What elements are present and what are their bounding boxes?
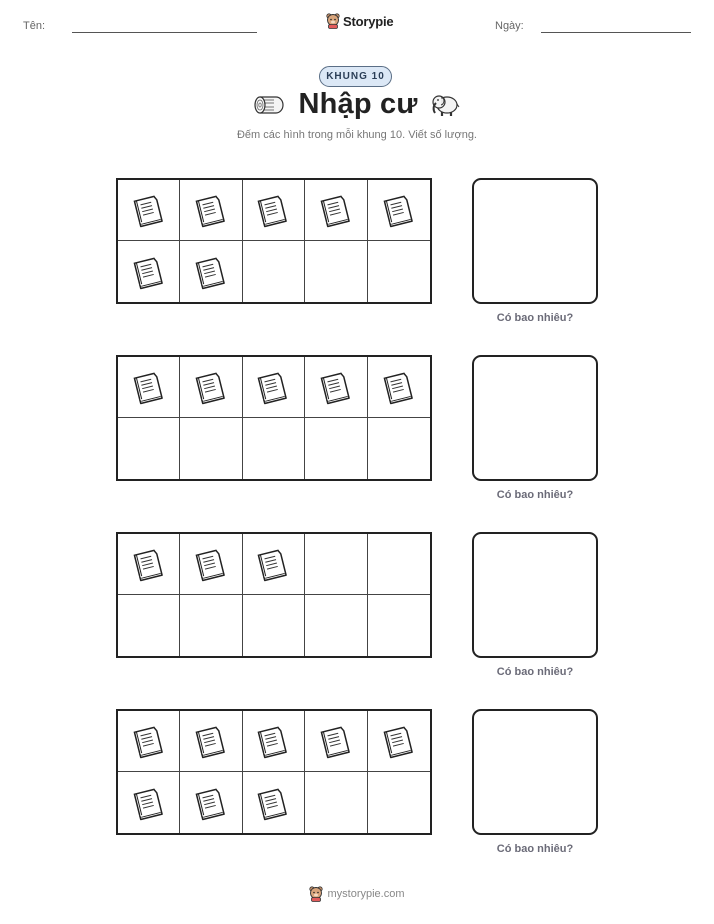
date-line[interactable] (541, 32, 691, 33)
ten-frame-cell (305, 241, 367, 302)
ten-frame-cell (243, 534, 305, 595)
ten-frame-cell (305, 418, 367, 479)
ten-frame-cell (305, 357, 367, 418)
book-icon (378, 367, 420, 407)
ten-frame-cell (305, 180, 367, 241)
elephant-icon (430, 92, 460, 118)
book-icon (190, 783, 232, 823)
ten-frame (116, 355, 432, 481)
bear-mascot-icon (309, 886, 323, 902)
book-icon (128, 721, 170, 761)
ten-frame-cell (305, 595, 367, 656)
ten-frame-cell (243, 595, 305, 656)
book-icon (128, 367, 170, 407)
ten-frame-cell (368, 357, 430, 418)
footer-url: mystorypie.com (327, 888, 405, 900)
answer-box[interactable] (472, 355, 598, 481)
ten-frame-cell (180, 241, 242, 302)
ten-frame-cell (118, 772, 180, 833)
ten-frame-cell (180, 595, 242, 656)
title-row (0, 88, 714, 121)
ten-frame-cell (180, 772, 242, 833)
ten-frame-cell (180, 534, 242, 595)
ten-frame-cell (180, 711, 242, 772)
book-icon (128, 544, 170, 584)
book-icon (315, 367, 357, 407)
answer-prompt: Có bao nhiêu? (496, 489, 574, 501)
footer (0, 886, 714, 902)
answer-box[interactable] (472, 709, 598, 835)
book-icon (315, 721, 357, 761)
ten-frame-cell (243, 711, 305, 772)
book-icon (128, 252, 170, 292)
ten-frame-cell (118, 595, 180, 656)
book-icon (128, 783, 170, 823)
ten-frame (116, 532, 432, 658)
ten-frame-cell (305, 711, 367, 772)
ten-frame-cell (368, 534, 430, 595)
ten-frame (116, 709, 432, 835)
ten-frame-cell (368, 418, 430, 479)
ten-frame-cell (243, 357, 305, 418)
answer-prompt: Có bao nhiêu? (496, 666, 574, 678)
ten-frame-cell (118, 241, 180, 302)
ten-frame-cell (305, 534, 367, 595)
ten-frame-cell (118, 357, 180, 418)
brand-name: Storypie (343, 13, 394, 29)
book-icon (252, 783, 294, 823)
brand-logo (326, 13, 393, 29)
ten-frame-badge: KHUNG 10 (319, 66, 392, 87)
book-icon (378, 721, 420, 761)
ten-frame-cell (305, 772, 367, 833)
book-icon (252, 367, 294, 407)
answer-box[interactable] (472, 178, 598, 304)
ten-frame-cell (368, 241, 430, 302)
page-title: Nhập cư (298, 88, 418, 120)
ten-frame-cell (180, 180, 242, 241)
name-line[interactable] (72, 32, 257, 33)
answer-box[interactable] (472, 532, 598, 658)
ten-frame-cell (118, 418, 180, 479)
ten-frame-cell (368, 180, 430, 241)
ten-frame-cell (243, 241, 305, 302)
ten-frame-cell (243, 180, 305, 241)
book-icon (315, 190, 357, 230)
book-icon (252, 544, 294, 584)
answer-prompt: Có bao nhiêu? (496, 312, 574, 324)
book-icon (128, 190, 170, 230)
log-icon (254, 93, 286, 117)
book-icon (190, 721, 232, 761)
book-icon (190, 544, 232, 584)
bear-mascot-icon (326, 13, 340, 29)
ten-frame-cell (243, 418, 305, 479)
book-icon (252, 721, 294, 761)
name-label: Tên: (23, 20, 46, 32)
ten-frame-cell (368, 772, 430, 833)
book-icon (378, 190, 420, 230)
book-icon (252, 190, 294, 230)
ten-frame-cell (118, 180, 180, 241)
book-icon (190, 252, 232, 292)
ten-frame-cell (368, 595, 430, 656)
date-label: Ngày: (495, 20, 524, 32)
ten-frame (116, 178, 432, 304)
book-icon (190, 367, 232, 407)
ten-frame-cell (180, 418, 242, 479)
ten-frame-cell (118, 534, 180, 595)
instructions: Đếm các hình trong mỗi khung 10. Viết số lượng. (236, 129, 477, 141)
ten-frame-cell (243, 772, 305, 833)
ten-frame-cell (118, 711, 180, 772)
answer-prompt: Có bao nhiêu? (496, 843, 574, 855)
book-icon (190, 190, 232, 230)
ten-frame-cell (368, 711, 430, 772)
ten-frame-cell (180, 357, 242, 418)
